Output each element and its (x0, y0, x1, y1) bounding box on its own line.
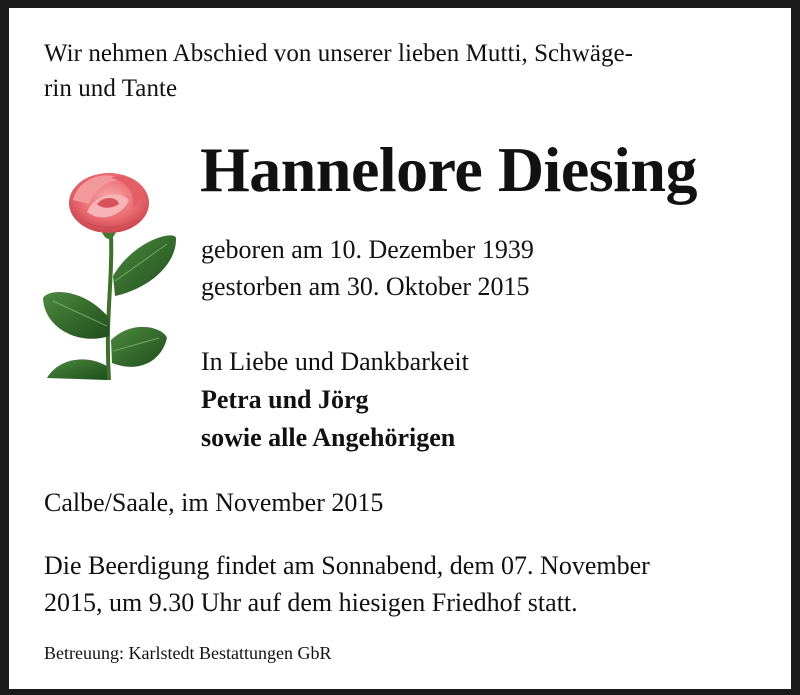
mourner-names: Petra und Jörg (201, 385, 369, 414)
rose-icon (39, 168, 189, 383)
funeral-home: Betreuung: Karlstedt Bestattungen GbR (44, 643, 332, 663)
funeral-line-2: 2015, um 9.30 Uhr auf dem hiesigen Friedhof statt. (44, 588, 578, 617)
deceased-name: Hannelore Diesing (200, 134, 697, 205)
relatives-line: sowie alle Angehörigen (201, 423, 456, 452)
intro-line-2: rin und Tante (44, 75, 178, 102)
life-dates (201, 231, 534, 305)
intro-line-1: Wir nehmen Abschied von unserer lieben Mutti, Schwäge- (44, 40, 634, 67)
death-date: gestorben am 30. Oktober 2015 (201, 272, 530, 301)
funeral-line-1: Die Beerdigung findet am Sonnabend, dem 07. November (44, 551, 650, 580)
funeral-info (44, 547, 650, 621)
birth-date: geboren am 10. Dezember 1939 (201, 235, 534, 264)
place-date: Calbe/Saale, im November 2015 (44, 488, 384, 517)
thanks-phrase: In Liebe und Dankbarkeit (201, 347, 469, 376)
intro-text (44, 36, 633, 106)
mourners-block (201, 343, 469, 457)
